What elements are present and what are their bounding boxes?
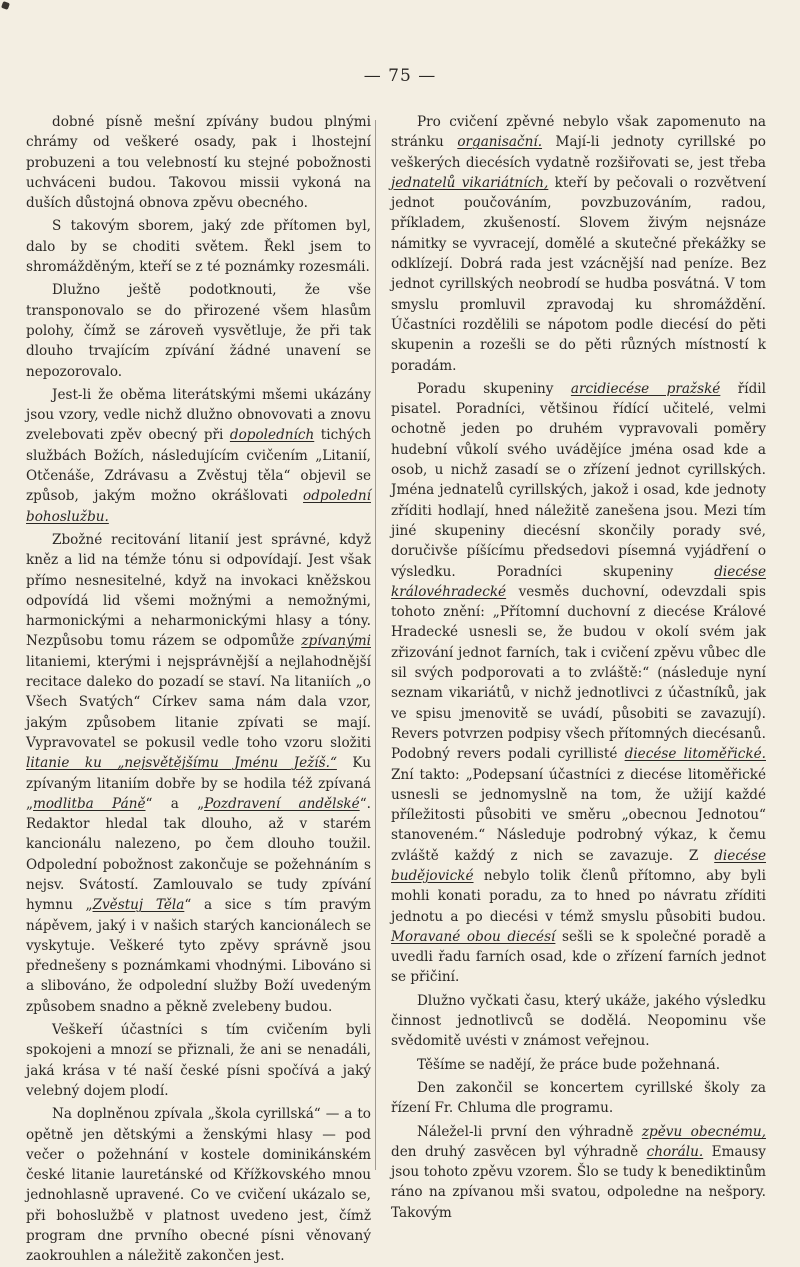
right-column <box>391 112 766 1223</box>
paragraph <box>391 1055 766 1075</box>
text-run: Ku zpívaným litaniím dobře by se hodila též zpívaná „ <box>26 755 371 812</box>
text-run: den druhý zasvěcen byl výhradně <box>391 1143 647 1160</box>
text-run: nebylo tolik členů přítomno, aby byli mohli konati poradu, za to hned po návratu zříditi jednotu a po diecési v témž smyslu působiti budou. <box>391 867 766 925</box>
emphasized-text: modlitba Páně <box>33 795 146 812</box>
emphasized-text: zpívanými <box>301 633 371 650</box>
paragraph <box>26 280 371 381</box>
emphasized-text: organisační. <box>457 134 543 151</box>
paragraph <box>391 1078 766 1119</box>
emphasized-text: odpolední bohoslužbu. <box>26 488 371 525</box>
text-run: Dlužno ještě podotknouti, že vše transponovalo se do přirozené všem hlasům polohy, čímž se zároveň vysvětluje, že při tak dlouho trvajícím zpívání žádné unavení se nepozorovalo. <box>26 282 371 380</box>
text-run: vesměs duchovní, odevzdali spis tohoto znění: „Přítomní duchovní z diecése Králové Hradecké usnesli se, že budou v okolí svém jak zřizování jednot farních, tak i cvičení zpěvu vůbec dle sil svých podporovati a to zvláště:“ (následuje nyní seznam vikariátů, v nichž jednotlivci z účastníků, jak ve spisu jmenovitě se uvádí, působiti se zavazují). Revers potvrzen podpisy všech přítomných diecésanů. Podobný revers podali cyrillisté <box>391 583 766 763</box>
emphasized-text: litanie ku „nejsvětějšímu Jménu Ježíš.“ <box>26 755 337 772</box>
text-run: sešli se k společné poradě a uvedli řadu farních osad, kde o zřízení farních jednot se přičiní. <box>391 928 766 986</box>
emphasized-text: Zvěstuj Těla <box>92 897 185 914</box>
text-run: Pro cvičení zpěvné nebylo však zapomenuto na stránku <box>391 114 766 151</box>
emphasized-text: jednatelů vikariátních, <box>391 174 549 191</box>
paragraph <box>26 1020 371 1101</box>
ink-blot <box>1 1 10 10</box>
text-run: kteří by pečovali o rozvětvení jednot poučováním, povzbuzováním, radou, příkladem, zkušeností. Slovem živým nejsnáze námitky se vyvracejí, domělé a skutečné překážky se odklízejí. Dobrá rada jest vzácnější nad peníze. Bez jednot cyrillských neobrodí se hudba posvátná. V tom smyslu promluvil zpravodaj ku shromáždění. Účastníci rozdělili se nápotom podle diecésí do pěti skupenin a rozešli se do pěti různých místností k poradám. <box>391 174 766 374</box>
emphasized-text: arcidiecése pražské <box>570 380 721 397</box>
emphasized-text: zpěvu obecnému, <box>641 1123 766 1140</box>
column-divider <box>375 120 376 1170</box>
paragraph <box>26 530 371 1017</box>
paragraph <box>26 216 371 277</box>
page-number: — 75 — <box>363 66 437 86</box>
paragraph <box>391 379 766 988</box>
emphasized-text: diecése budějovické <box>391 847 766 884</box>
text-run: Jest-li že oběma literátskými mšemi ukázány jsou vzory, vedle nichž dlužno obnovovati a znovu zvelebovati zpěv obecný při <box>26 386 371 444</box>
text-run: Veškeří účastníci s tím cvičením byli spokojeni a mnozí se přiznali, že ani se nenadáli, jaká krása v té naší české písni spočívá a jaký velebný dojem plodí. <box>26 1022 371 1099</box>
emphasized-text: Moravané obou diecésí <box>391 928 556 945</box>
text-run: “ a „ <box>145 795 205 812</box>
text-run: Emausy jsou tohoto zpěvu vzorem. Šlo se tudy k benediktinům ráno na zpívanou mši svatou, odpoledne na nešpory. Takovým <box>391 1143 766 1221</box>
paragraph <box>26 385 371 527</box>
text-run: Den zakončil se koncertem cyrillské školy za řízení Fr. Chluma dle programu. <box>391 1079 766 1117</box>
text-run: tichých službách Božích, následujícím cvičením „Litanií, Otčenáše, Zdrávasu a Zvěstuj těla“ objevil se způsob, jakým možno okrášlovati <box>26 427 371 505</box>
emphasized-text: diecése litoměřické. <box>624 746 766 763</box>
text-run: Těšíme se nadějí, že práce bude požehnaná. <box>417 1056 721 1073</box>
text-run: litaniemi, kterými i nejsprávnější a nejlahodnější recitace daleko do pozadí se staví. Na litaniích „o Všech Svatých“ Církev sama nám dala vzor, jakým způsobem litanie zpívati se mají. Vypravovatel se pokusil vedle toho vzoru složiti <box>26 653 371 751</box>
emphasized-text: Pozdravení andělské <box>204 795 360 812</box>
text-run: Zní takto: „Podepsaní účastníci z diecése litoměřické usnesli se jednomyslně na tom, že užijí každé příležitosti působiti ve směru „obecnou Jednotou“ stanoveném.“ Následuje podrobný výkaz, k čemu zvláště každý z nich se zavazuje. Z <box>391 766 766 864</box>
emphasized-text: diecése královéhradecké <box>391 563 766 600</box>
text-run: řídil pisatel. Poradníci, většinou řídící učitelé, velmi ochotně jeden po druhém vypravovali poměry hudební vůkolí svého uvádějíce jména osad kde a osob, u nichž zasadí se o zřízení jednot cyrillských. Jména jednatelů cyrillských, jakož i osad, kde jednoty zříditi hodlají, hned náležitě zanešena jsou. Mezi tím jiné skupeniny diecésní skončily porady své, doručivše píšícímu předsedovi písemná vyjádření o výsledku. Poradníci skupeniny <box>391 380 766 580</box>
paragraph <box>26 1104 371 1266</box>
text-run: Na doplněnou zpívala „škola cyrillská“ — a to opětně jen dětskými a ženskými hlasy — pod večer o požehnání v kostele dominikánském české litanie lauretánské od Křížkovského mnou jednohlasně upravené. Co ve cvičení ukázalo se, při bohoslužbě v platnost uvedeno jest, čímž program dne prvního obecné písni věnovaný zaokrouhlen a náležitě zakončen jest. <box>26 1106 371 1265</box>
paragraph <box>26 112 371 213</box>
paragraph <box>391 1122 766 1223</box>
text-run: Mají-li jednoty cyrillské po veškerých diecésích vydatně rozšiřovati se, jest třeba <box>391 134 766 171</box>
left-column <box>26 112 371 1267</box>
emphasized-text: chorálu. <box>646 1143 704 1160</box>
text-run: Náležel-li první den výhradně <box>417 1123 642 1140</box>
text-run: S takovým sborem, jaký zde přítomen byl, dalo by se choditi světem. Řekl jsem to shromážděným, kteří se z té poznámky rozesmáli. <box>26 218 371 276</box>
text-run: Dlužno vyčkati času, který ukáže, jakého výsledku činnost jednotlivců se dodělá. Neopominu vše svědomitě uvésti v známost veřejnou. <box>391 992 766 1050</box>
paragraph <box>391 991 766 1052</box>
text-run: dobné písně mešní zpívány budou plnými chrámy od veškeré osady, pak i lhostejní probuzeni a tou velebností ku stejné pobožnosti uchváceni budou. Takovou missii vykoná na duších důstojná obnova zpěvu obecného. <box>26 114 371 212</box>
emphasized-text: dopoledních <box>229 427 315 444</box>
text-run: “. Redaktor hledal tak dlouho, až v starém kancionálu nalezeno, po čem dlouho toužil. Odpolední pobožnost zakončuje se požehnáním s nejsv. Svátostí. Zamlouvalo se tudy zpívání hymnu „ <box>26 795 371 914</box>
text-run: Poradu skupeniny <box>417 380 571 397</box>
paragraph <box>391 112 766 376</box>
text-run: “ a sice s tím pravým nápěvem, jaký i v našich starých kancionálech se vyskytuje. Veškeré tyto zpěvy správně jsou přednešeny s poznámkami vhodnými. Libováno si a slibováno, že odpolední služby Boží uvedeným způsobem snadno a pěkně zvelebeny budou. <box>26 897 371 1015</box>
text-run: Zbožné recitování litanií jest správné, když kněz a lid na témže tónu si odpovídají. Jest však přímo nesnesitelné, když na invokaci kněžskou odpovídá lid všemi možnými a nemožnými, harmonickými a neharmonickými hlasy a tóny. Nezpůsobu tomu rázem se odpomůže <box>26 531 371 650</box>
